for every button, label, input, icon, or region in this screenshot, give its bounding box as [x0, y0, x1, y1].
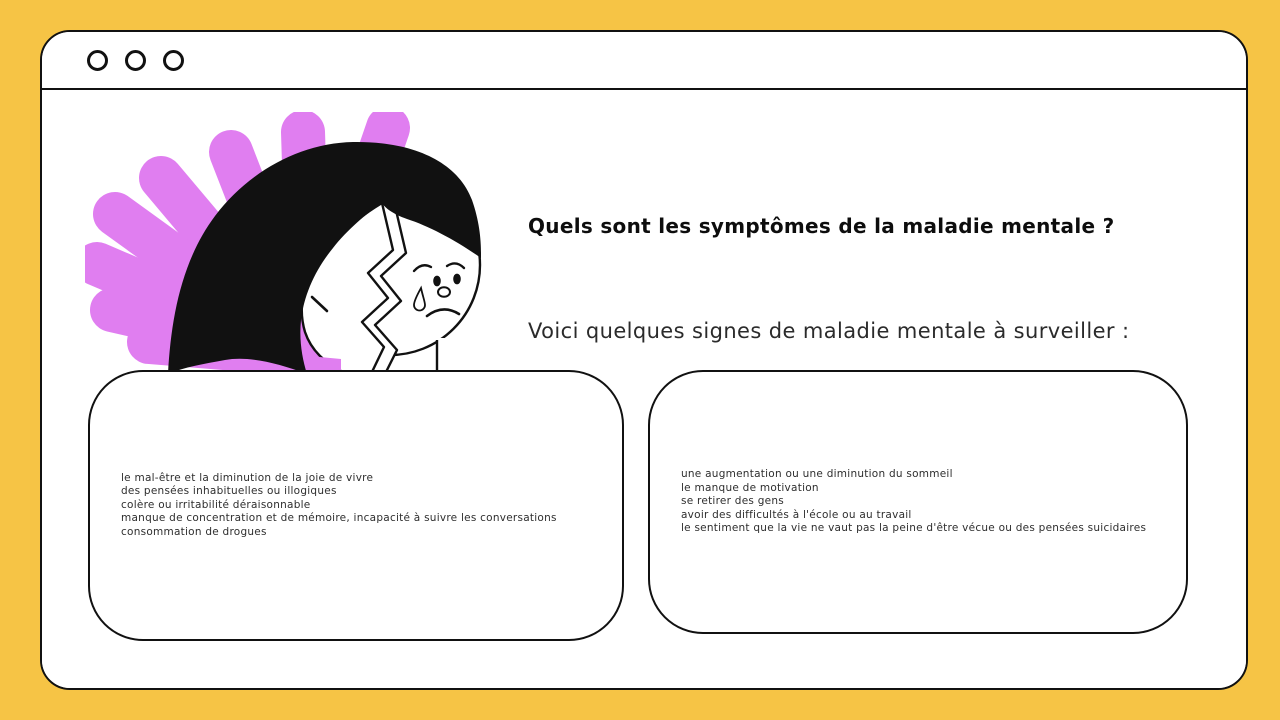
left-eye	[433, 276, 441, 287]
right-eye	[453, 274, 461, 285]
window-control-button-2[interactable]	[125, 50, 146, 71]
list-item: des pensées inhabituelles ou illogiques	[121, 485, 337, 498]
symptom-list-right	[650, 468, 1146, 535]
slide-content	[42, 90, 1246, 690]
window-control-button-3[interactable]	[163, 50, 184, 71]
list-item: le sentiment que la vie ne vaut pas la peine d'être vécue ou des pensées suicidaires	[681, 522, 1147, 535]
app-window	[40, 30, 1248, 690]
list-item: se retirer des gens	[681, 495, 784, 508]
symptom-list-left	[90, 472, 557, 539]
window-control-button-1[interactable]	[87, 50, 108, 71]
window-titlebar	[42, 32, 1246, 90]
neck	[437, 338, 483, 374]
list-item: le mal-être et la diminution de la joie de vivre	[121, 471, 374, 484]
page-subtitle: Voici quelques signes de maladie mentale à surveiller :	[528, 319, 1130, 343]
symptoms-card-right	[648, 370, 1188, 634]
sad-woman-illustration	[85, 112, 495, 374]
list-item: avoir des difficultés à l'école ou au travail	[681, 508, 912, 521]
list-item: manque de concentration et de mémoire, incapacité à suivre les conversations	[121, 512, 557, 525]
list-item: une augmentation ou une diminution du sommeil	[681, 468, 953, 481]
nose	[438, 287, 450, 297]
list-item: le manque de motivation	[681, 481, 819, 494]
page-title: Quels sont les symptômes de la maladie mentale ?	[528, 214, 1115, 238]
symptoms-card-left	[88, 370, 624, 641]
list-item: consommation de drogues	[121, 525, 267, 538]
list-item: colère ou irritabilité déraisonnable	[121, 498, 311, 511]
